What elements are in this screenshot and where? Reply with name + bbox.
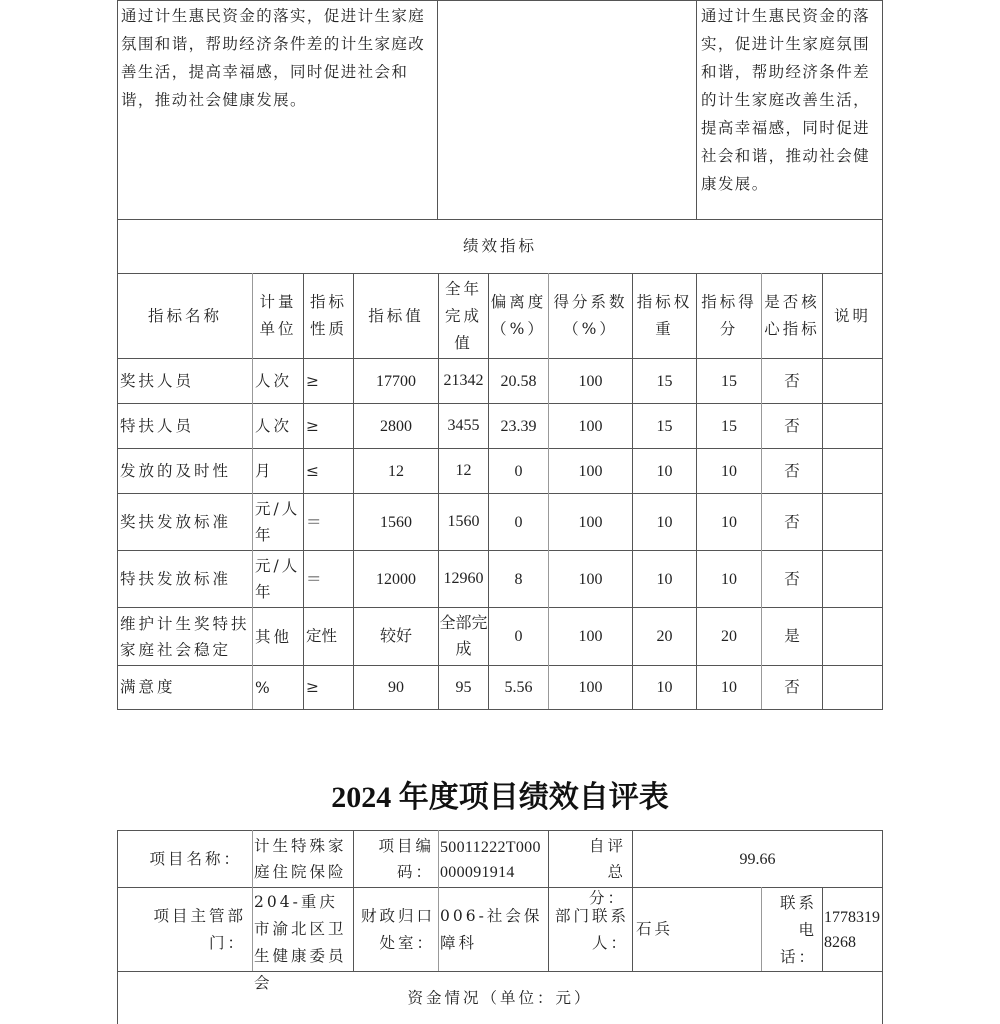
cell-target: 1560 <box>380 513 412 531</box>
dept-value: 204-重庆市渝北区卫生健康委员会 <box>254 893 347 992</box>
cell-note <box>823 608 882 665</box>
cell-actual: 21342 <box>443 372 484 389</box>
total-score-label: 自评总分： <box>588 837 626 907</box>
dept-label: 项目主管部门： <box>153 907 246 952</box>
phone-value: 17783198268 <box>824 909 880 951</box>
cell-actual: 1560 <box>447 513 480 530</box>
cell-core: 否 <box>784 371 800 390</box>
cell-note <box>823 404 882 448</box>
header-weight: 指标权重 <box>636 293 693 338</box>
cell-unit: 月 <box>255 462 274 480</box>
header-note: 说明 <box>833 306 871 325</box>
cell-score: 15 <box>721 417 737 435</box>
goal-text-right: 通过计生惠民资金的落实，促进计生家庭氛围和谐，帮助经济条件差的计生家庭改善生活，提高幸福感，同时促进社会和谐，推动社会健康发展。 <box>701 7 871 193</box>
cell-coef: 100 <box>578 513 603 531</box>
cell-name: 奖扶发放标准 <box>120 512 232 531</box>
cell-name: 维护计生奖特扶家庭社会稳定 <box>120 614 250 659</box>
cell-target: 12000 <box>376 570 416 588</box>
cell-nature: ≥ <box>306 416 319 435</box>
cell-coef: 100 <box>578 417 603 435</box>
cell-name: 奖扶人员 <box>120 371 195 390</box>
cell-actual: 12960 <box>443 570 484 587</box>
header-nature: 指标性质 <box>309 293 347 338</box>
cell-name: 特扶人员 <box>120 416 195 435</box>
cell-unit: % <box>255 678 273 697</box>
goal-text-left: 通过计生惠民资金的落实，促进计生家庭氛围和谐，帮助经济条件差的计生家庭改善生活，提高幸福感，同时促进社会和谐，推动社会健康发展。 <box>121 7 426 109</box>
contact-value: 石兵 <box>636 920 674 938</box>
cell-deviation: 0 <box>514 628 523 645</box>
phone-label: 联系电话： <box>779 894 817 966</box>
cell-coef: 100 <box>578 372 603 390</box>
cell-weight: 20 <box>656 628 673 645</box>
cell-note <box>823 449 882 493</box>
cell-note <box>823 494 882 550</box>
cell-coef: 100 <box>578 570 603 588</box>
project-name-label: 项目名称： <box>149 849 242 868</box>
cell-score: 10 <box>721 462 737 480</box>
project-code-value: 50011222T000000091914 <box>440 839 541 881</box>
cell-core: 否 <box>784 678 800 696</box>
cell-score: 20 <box>721 628 737 645</box>
header-indicator-name: 指标名称 <box>147 306 222 325</box>
header-unit: 计量单位 <box>259 293 297 338</box>
project-code-label: 项目编码： <box>378 837 434 881</box>
cell-actual: 12 <box>455 462 472 479</box>
cell-name: 特扶发放标准 <box>120 569 232 588</box>
total-score-value: 99.66 <box>739 850 776 868</box>
cell-note <box>823 666 882 709</box>
cell-deviation: 23.39 <box>500 417 537 435</box>
cell-actual: 全部完成 <box>439 614 488 658</box>
cell-deviation: 5.56 <box>504 679 533 696</box>
cell-weight: 10 <box>656 570 673 588</box>
cell-actual: 95 <box>455 678 472 696</box>
contact-label: 部门联系人： <box>554 907 629 952</box>
header-actual: 全年完成值 <box>444 279 482 352</box>
header-deviation: 偏离度（%） <box>490 293 547 338</box>
cell-name: 满意度 <box>120 678 176 696</box>
cell-target: 较好 <box>379 628 412 645</box>
cell-unit: 其他 <box>255 627 293 646</box>
cell-deviation: 8 <box>514 570 523 588</box>
cell-target: 90 <box>388 679 404 696</box>
cell-weight: 15 <box>656 417 673 435</box>
cell-note <box>823 359 882 403</box>
cell-core: 否 <box>784 461 800 480</box>
cell-deviation: 0 <box>514 513 523 531</box>
header-coef: 得分系数（%） <box>553 293 628 338</box>
cell-unit: 元/人年 <box>255 500 301 544</box>
cell-weight: 15 <box>656 372 673 390</box>
cell-nature: ＝ <box>306 512 322 531</box>
cell-coef: 100 <box>578 462 603 480</box>
cell-score: 10 <box>721 570 737 588</box>
cell-coef: 100 <box>578 628 603 645</box>
cell-unit: 人次 <box>255 417 293 435</box>
cell-core: 是 <box>784 627 800 645</box>
cell-target: 17700 <box>376 372 416 390</box>
cell-score: 10 <box>721 513 737 531</box>
funds-title: 资金情况（单位：元） <box>407 988 593 1007</box>
cell-score: 15 <box>721 372 737 390</box>
cell-deviation: 20.58 <box>500 372 537 390</box>
project-name-value: 计生特殊家庭住院保险 <box>254 837 347 881</box>
cell-nature: ≤ <box>306 461 319 480</box>
cell-unit: 人次 <box>255 372 293 390</box>
finance-value: 006-社会保障科 <box>440 907 543 952</box>
cell-weight: 10 <box>656 513 673 531</box>
cell-score: 10 <box>721 679 737 696</box>
cell-nature: ≥ <box>306 678 319 696</box>
finance-label: 财政归口处室： <box>360 907 435 952</box>
cell-nature: 定性 <box>306 627 338 645</box>
cell-weight: 10 <box>656 679 673 696</box>
indicators-section-title: 绩效指标 <box>462 237 537 255</box>
header-core: 是否核心指标 <box>764 293 820 338</box>
header-target: 指标值 <box>368 306 424 325</box>
cell-unit: 元/人年 <box>255 557 301 601</box>
cell-actual: 3455 <box>447 417 480 434</box>
goal-text-middle <box>439 1 695 218</box>
cell-deviation: 0 <box>514 462 523 480</box>
cell-target: 2800 <box>380 417 412 435</box>
cell-core: 否 <box>784 569 800 588</box>
cell-coef: 100 <box>578 679 603 696</box>
cell-note <box>823 551 882 607</box>
cell-weight: 10 <box>656 462 673 480</box>
cell-nature: ＝ <box>306 569 322 588</box>
cell-target: 12 <box>388 462 404 480</box>
header-score: 指标得分 <box>701 293 757 338</box>
cell-name: 发放的及时性 <box>120 461 232 480</box>
cell-nature: ≥ <box>306 371 319 390</box>
form-title: 2024 年度项目绩效自评表 <box>331 781 669 814</box>
cell-core: 否 <box>784 416 800 435</box>
cell-core: 否 <box>784 512 800 531</box>
